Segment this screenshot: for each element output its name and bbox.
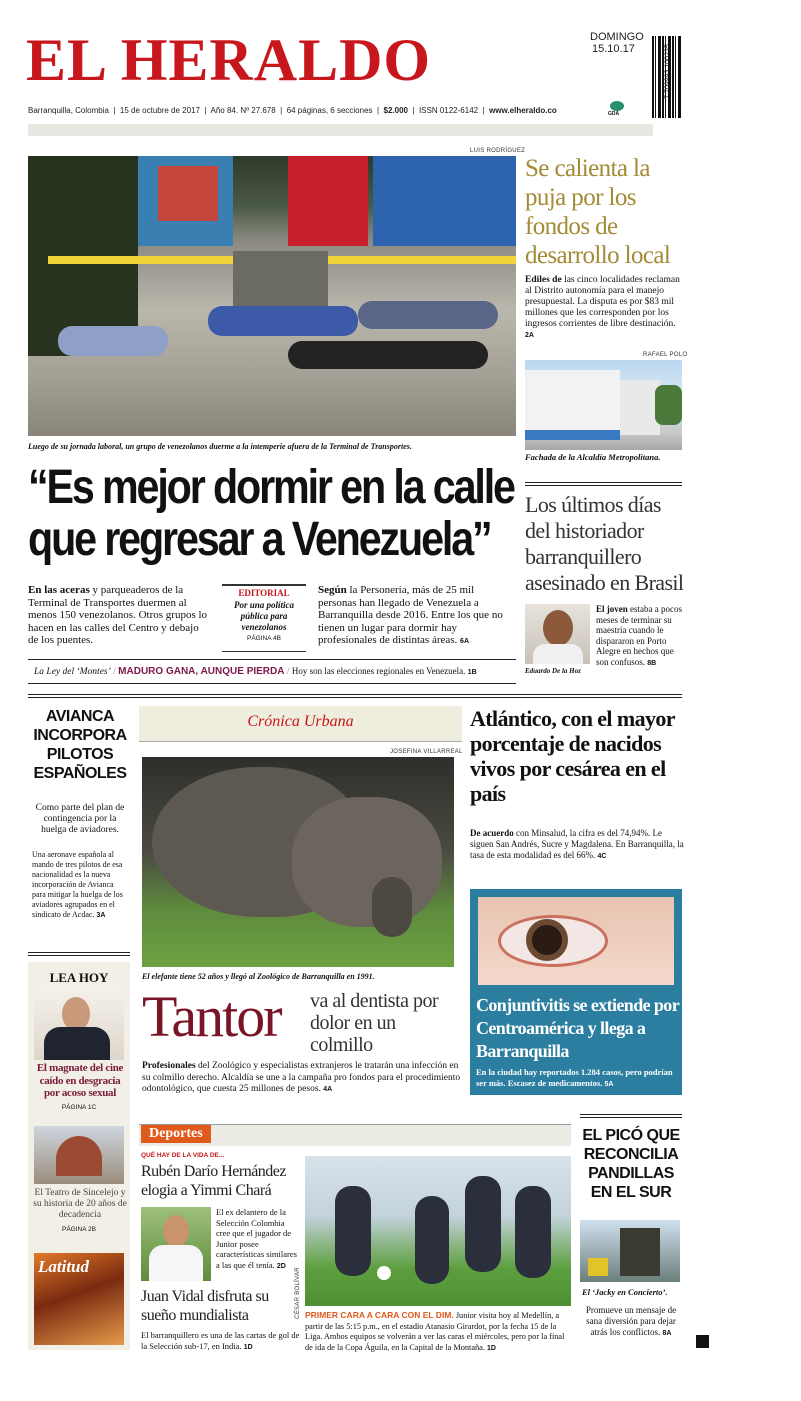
teaser-3[interactable]: Hoy son las elecciones regionales en Venezuela. [291,666,466,676]
editorial-title: Por una política pública para venezolanos [233,600,294,632]
deportes-ref1[interactable]: 2D [276,1262,286,1270]
historian-caption: Eduardo De la Hoz [525,667,581,675]
teasers-bar: La Ley del ‘Montes’ / MADURO GANA, AUNQUE PIERDA / Hoy son las elecciones regionales en Venezuela. 1B [34,666,477,677]
lead-col3-ref[interactable]: 6A [460,638,469,645]
dateline-web[interactable]: www.elheraldo.co [489,106,557,115]
right-mid-body [596,604,684,669]
lea-hoy-rule [28,952,130,956]
tantor-headline-rest[interactable]: va al dentista por dolor en un colmillo [310,990,439,1056]
atlantico-ref[interactable]: 4C [597,853,607,860]
avianca-ref[interactable]: 3A [96,912,106,919]
dateline-price: $2.000 [383,106,408,115]
lead-photo-credit: LUIS RODRÍGUEZ [470,148,526,154]
gda-logo [610,101,624,111]
avianca-body-text: Una aeronave española al mando de tres pilotos de esa nacionalidad es la nueva incorporación de Avianca para mitigar la huelga de los aviadores agrupados en el sindicato de Acdac. [32,850,123,919]
tantor-ref[interactable]: 4A [323,1086,333,1093]
masthead-title[interactable]: EL HERALDO [26,27,432,93]
lead-headline-line1: “Es mejor dormir en la calle [28,461,514,514]
folio-mark [696,1335,709,1348]
alcaldia-photo[interactable] [525,360,682,450]
latitud-title: Latitud [38,1257,90,1276]
teaser-1[interactable]: La Ley del ‘Montes’ [34,667,111,677]
alcaldia-caption: Fachada de la Alcaldía Metropolitana. [525,452,661,462]
dateline-year: Año 84. Nº 27.678 [210,106,276,115]
teatro-photo[interactable] [34,1126,124,1184]
lea-hoy-item1-title[interactable]: El magnate del cine caído en desgracia por acoso sexual [36,1062,124,1099]
magnate-photo[interactable] [34,987,124,1060]
teasers-bottom-rule [28,683,516,684]
lead-col3-body: la Personería, más de 25 mil personas han llegado de Venezuela a Barranquilla desde 2016. Entre los que no tienen un lugar para dormir hay profesionales de distintas áreas. [318,584,503,646]
lea-hoy-item2-title[interactable]: El Teatro de Sincelejo y su historia de 20 años de decadencia [33,1188,127,1220]
tantor-body-text: del Zoológico y especialistas extranjeros le tratarán una infección en su colmillo derecho. Alcaldía se une a la campaña pro fondos para el procedimiento odontológico, que cuesta 25 millones de pesos. [142,1061,461,1094]
avianca-summary: Como parte del plan de contingencia por la huelga de aviadores. [35,803,125,835]
gda-logo-text: GDA [608,111,620,117]
deportes-main-kicker: PRIMER CARA A CARA CON EL DIM. [305,1310,454,1320]
teaser-3-ref[interactable]: 1B [467,669,477,676]
lea-hoy-item2-page: PÁGINA 2B [62,1226,96,1233]
right-top-body-text: las cinco localidades reclaman al Distrito autonomía para el manejo presupuestal. La disputa es por $83 mil millones que les corresponden por los ingresos corrientes de libre destinación. [525,275,680,329]
barcode-number: 7 709993 100235 [664,44,672,99]
deportes-body2 [141,1330,301,1353]
deportes-photo-credit: CÉSAR BOLÍVAR [295,1267,301,1319]
tantor-word[interactable]: Tantor [142,984,281,1049]
deportes-kicker: QUÉ HAY DE LA VIDA DE... [141,1152,225,1159]
lead-col1 [28,584,208,647]
deportes-main [305,1310,571,1354]
elephant-photo[interactable] [142,757,454,967]
dateline-issn: ISSN 0122-6142 [418,106,479,115]
teasers-top-rule [28,659,516,660]
deportes-main-body: Junior visita hoy al Medellín, a partir de las 5:15 p.m., en el estadio Atanasio Girardot, por la fecha 15 de la Liga. Ambos equipos se volverán a ver las caras el miércoles, pero por la final de ida de la Copa Águila, en la Capital de la Montaña. [305,1311,565,1352]
right-top-photo-credit: RAFAEL POLO [643,352,688,358]
masthead-day: DOMINGO [590,31,644,43]
pico-caption: El ‘Jacky en Concierto’. [582,1287,668,1297]
right-mid-ref[interactable]: 8B [647,659,657,667]
lead-col1-lead: En las aceras [28,584,90,596]
conjuntivitis-body-text: En la ciudad hay reportados 1.284 casos, pero podrían ser más. Escasez de medicamentos. [476,1067,673,1088]
elephant-caption: El elefante tiene 52 años y llegó al Zoológico de Barranquilla en 1991. [142,972,375,981]
deportes-headline2[interactable]: Juan Vidal disfruta su sueño mundialista [141,1288,269,1324]
right-mid-headline[interactable]: Los últimos días del historiador barranquillero asesinado en Brasil [525,492,684,595]
right-mid-body-lead: El joven [596,604,628,614]
lead-photo-caption: Luego de su jornada laboral, un grupo de venezolanos duerme a la intemperie afuera de la Terminal de Transportes. [28,442,412,451]
conjuntivitis-body [476,1067,680,1090]
right-mid-rule [525,482,682,486]
avianca-headline[interactable]: AVIANCA INCORPORA PILOTOS ESPAÑOLES [33,708,127,782]
historian-photo[interactable] [525,604,590,664]
deportes-label[interactable]: Deportes [141,1125,211,1143]
avianca-body [32,850,128,921]
header-band [28,124,653,136]
deportes-body2-text: El barranquillero es una de las cartas de gol de la Selección sub-17, en India. [141,1330,300,1351]
lead-headline[interactable] [28,461,514,566]
lead-col1-body: y parqueaderos de la Terminal de Transportes duermen al menos 150 venezolanos. Otros grupos lo hacen en las calles del Centro y debajo de los puentes. [28,584,208,646]
pico-body [582,1305,680,1339]
deportes-body1 [216,1207,300,1272]
latitud-cover[interactable] [34,1253,124,1345]
dateline: Barranquilla, Colombia | 15 de octubre de 2017 | Año 84. Nº 27.678 | 64 páginas, 6 secciones | $2.000 | ISSN 0122-6142 | www.elheraldo.co [28,106,557,115]
editorial-label: EDITORIAL [238,588,290,598]
eye-photo[interactable] [478,897,674,985]
section-rule [28,694,682,698]
junior-training-photo[interactable] [305,1156,571,1306]
masthead-date: 15.10.17 [592,43,635,55]
lead-photo[interactable] [28,156,516,436]
lea-hoy-label: LEA HOY [49,970,109,985]
tantor-body [142,1061,464,1096]
editorial-page: PÁGINA 4B [247,635,281,642]
right-top-ref[interactable]: 2A [525,332,534,339]
editorial-box[interactable] [222,584,306,652]
conjuntivitis-headline[interactable]: Conjuntivitis se extiende por Centroamérica y llega a Barranquilla [476,995,679,1061]
atlantico-body [470,828,684,862]
cronica-label: Crónica Urbana [247,713,354,730]
atlantico-body-text: con Minsalud, la cifra es del 74,94%. Le siguen San Andrés, Sucre y Magdalena. En Barranquilla, la tasa de esta modalidad es del 66%. [470,828,684,860]
teaser-2[interactable]: MADURO GANA, AUNQUE PIERDA [118,666,285,677]
pico-body-text: Promueve un mensaje de sana diversión para dejar atrás los conflictos. [585,1305,677,1337]
pico-photo[interactable] [580,1220,680,1282]
lead-headline-line2: que regresar a Venezuela” [28,513,491,566]
dateline-city: Barranquilla, Colombia [28,106,109,115]
lea-hoy-item1-page: PÁGINA 1C [61,1104,97,1111]
right-top-body [525,275,683,341]
cronica-photo-credit: JOSEFINA VILLARREAL [390,749,463,755]
lead-col3 [318,584,514,649]
conjuntivitis-ref[interactable]: 5A [604,1080,614,1088]
deportes-ref2[interactable]: 1D [243,1343,253,1351]
dateline-pages: 64 páginas, 6 secciones [286,106,373,115]
ruben-photo[interactable] [141,1207,211,1281]
pico-rule [580,1114,682,1118]
deportes-body1-text: El ex delantero de la Selección Colombia cree que el jugador de Junior posee características similares a las que él tenía. [216,1207,297,1270]
tantor-body-lead: Profesionales [142,1061,196,1071]
deportes-main-ref[interactable]: 1D [487,1344,496,1352]
right-top-body-lead: Ediles de [525,275,562,285]
atlantico-body-lead: De acuerdo [470,828,514,838]
atlantico-headline[interactable]: Atlántico, con el mayor porcentaje de nacidos vivos por cesárea en el país [470,706,675,806]
pico-headline[interactable]: EL PICÓ QUE RECONCILIA PANDILLAS EN EL SUR [582,1127,680,1201]
deportes-headline1[interactable]: Rubén Darío Hernández elogia a Yimmi Chará [141,1163,286,1199]
right-top-headline[interactable]: Se calienta la puja por los fondos de desarrollo local [525,155,671,269]
lead-col3-lead: Según [318,584,347,596]
pico-ref[interactable]: 8A [662,1330,672,1337]
dateline-date: 15 de octubre de 2017 [119,106,200,115]
right-mid-body-text: estaba a pocos meses de terminar su maestría cuando le dispararon en Porto Alegre en hechos que son confusos. [596,604,682,667]
